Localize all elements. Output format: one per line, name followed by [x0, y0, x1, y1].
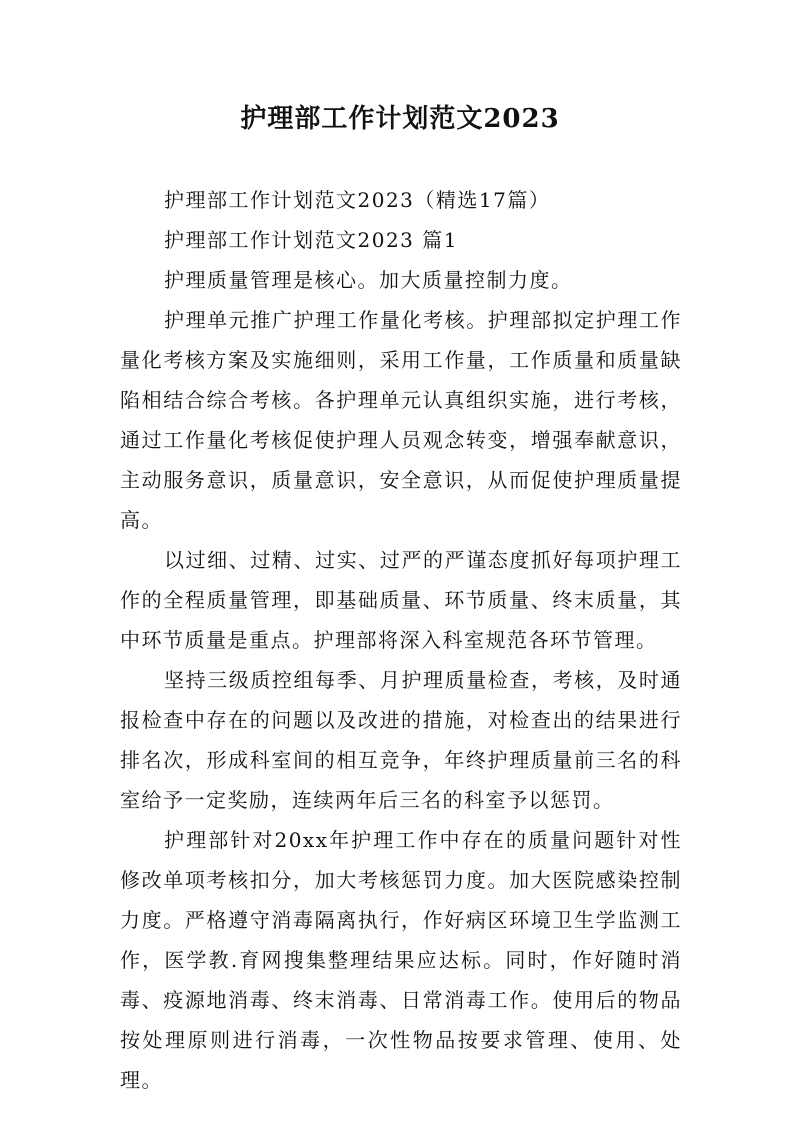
- paragraph-section-heading: 护理部工作计划范文2023 篇1: [164, 228, 458, 252]
- paragraph: 护理质量管理是核心。加大质量控制力度。: [164, 268, 573, 292]
- document-title: 护理部工作计划范文2023: [240, 104, 560, 134]
- paragraph: 坚持三级质控组每季、月护理质量检查，考核，及时通报检查中存在的问题以及改进的措施，对检查出的结果进行排名次，形成科室间的相互竞争，年终护理质量前三名的科室给予一定奖励，连续两年后三名的科室予以惩罚。: [120, 668, 682, 812]
- paragraph-subtitle: 护理部工作计划范文2023（精选17篇）: [164, 188, 551, 212]
- paragraph: 护理单元推广护理工作量化考核。护理部拟定护理工作量化考核方案及实施细则，采用工作量，工作质量和质量缺陷相结合综合考核。各护理单元认真组织实施，进行考核，通过工作量化考核促使护理人员观念转变，增强奉献意识，主动服务意识，质量意识，安全意识，从而促使护理质量提高。: [120, 308, 682, 532]
- paragraph: 以过细、过精、过实、过严的严谨态度抓好每项护理工作的全程质量管理，即基础质量、环节质量、终末质量，其中环节质量是重点。护理部将深入科室规范各环节管理。: [120, 548, 682, 652]
- paragraph: 护理部针对20xx年护理工作中存在的质量问题针对性修改单项考核扣分，加大考核惩罚力度。加大医院感染控制力度。严格遵守消毒隔离执行，作好病区环境卫生学监测工作，医学教.育网搜集整理结果应达标。同时，作好随时消毒、疫源地消毒、终末消毒、日常消毒工作。使用后的物品按处理原则进行消毒，一次性物品按要求管理、使用、处理。: [120, 828, 682, 1092]
- document-body: [120, 180, 682, 1100]
